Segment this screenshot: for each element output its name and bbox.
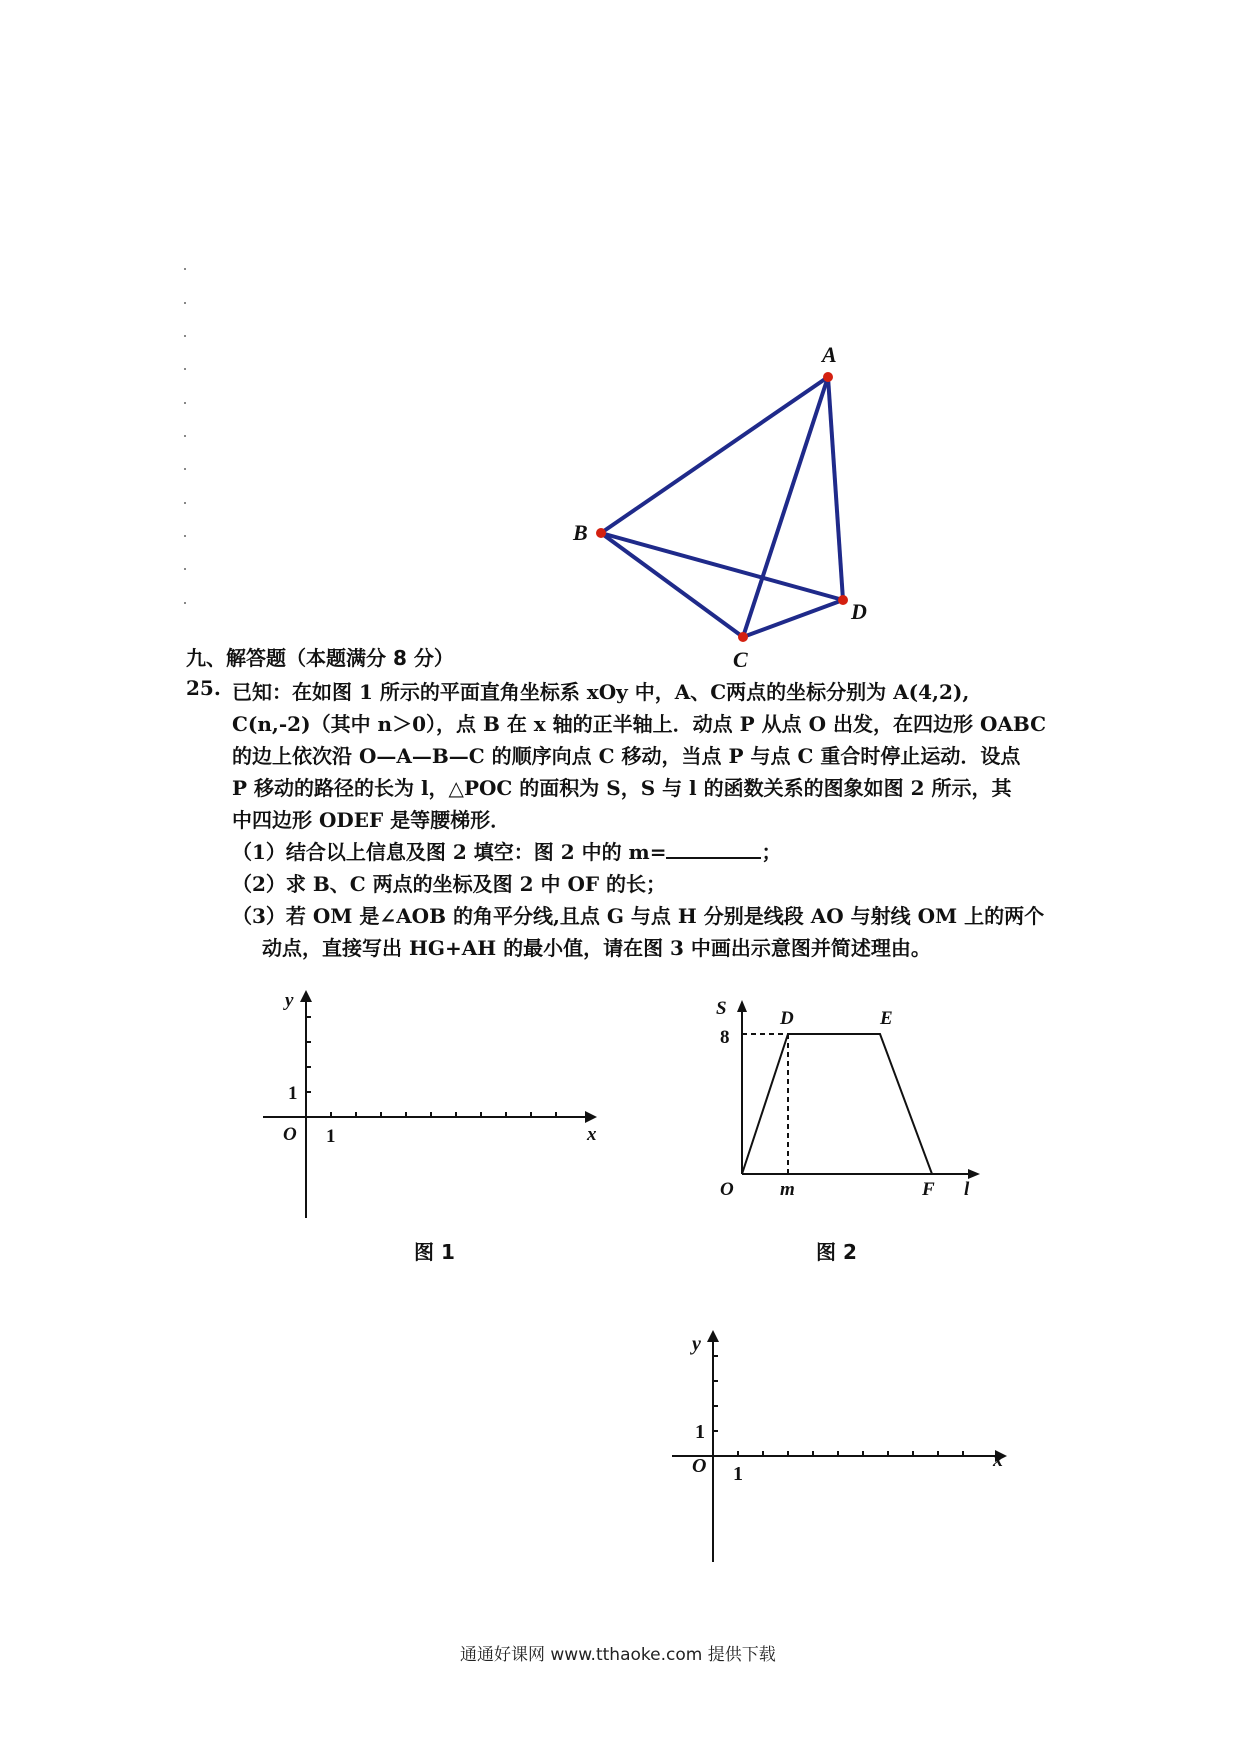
problem-number: 25. bbox=[186, 676, 221, 700]
fig2-d-label: D bbox=[780, 1008, 794, 1029]
fig2-caption: 图 2 bbox=[816, 1240, 857, 1264]
edge-AB bbox=[601, 377, 828, 533]
vertex-D bbox=[838, 595, 848, 605]
fig2-f-label: F bbox=[922, 1179, 935, 1200]
fig1-tick-1-y: 1 bbox=[288, 1083, 298, 1104]
fig2-origin-label: O bbox=[720, 1179, 734, 1200]
vertex-A bbox=[823, 372, 833, 382]
fig2-eight-label: 8 bbox=[720, 1027, 730, 1048]
fig2-e-label: E bbox=[880, 1008, 893, 1029]
question-1-prefix: （1）结合以上信息及图 2 填空：图 2 中的 m= bbox=[232, 840, 667, 864]
fig3-tick-1-y: 1 bbox=[695, 1421, 705, 1443]
answer-blank bbox=[666, 839, 761, 859]
question-2: （2）求 B、C 两点的坐标及图 2 中 OF 的长； bbox=[232, 872, 667, 896]
problem-line-5: 中四边形 ODEF 是等腰梯形． bbox=[232, 808, 511, 832]
fig2-trapezoid-ODEF bbox=[742, 1034, 932, 1174]
fig2-m-label: m bbox=[780, 1179, 795, 1200]
fig1-y-label: y bbox=[285, 990, 294, 1011]
problem-line-2: C(n,-2)（其中 n＞0），点 B 在 x 轴的正半轴上．动点 P 从点 O 出发，在四边形 OABC bbox=[232, 712, 1047, 736]
vertex-C bbox=[738, 632, 748, 642]
fig3-tick-1-x: 1 bbox=[733, 1463, 743, 1485]
fig2-l-arrow-icon bbox=[968, 1169, 980, 1179]
fig2-s-arrow-icon bbox=[737, 1000, 747, 1012]
figure-2 bbox=[700, 990, 1000, 1220]
problem-line-1: 已知：在如图 1 所示的平面直角坐标系 xOy 中，A、C两点的坐标分别为 A(4,2), bbox=[232, 680, 970, 704]
triangle-figure bbox=[560, 340, 880, 680]
edge-CD bbox=[743, 600, 843, 637]
edge-AC bbox=[743, 377, 828, 637]
fig3-y-arrow-icon bbox=[707, 1330, 719, 1342]
edge-AD bbox=[828, 377, 843, 600]
figure-3 bbox=[660, 1330, 1020, 1580]
fig2-l-label: l bbox=[964, 1179, 970, 1200]
question-1-suffix: ； bbox=[761, 840, 782, 864]
fig1-tick-1-x: 1 bbox=[326, 1126, 336, 1147]
label-C: C bbox=[733, 647, 748, 672]
edge-BC bbox=[601, 533, 743, 637]
question-3-line-1: （3）若 OM 是∠AOB 的角平分线,且点 G 与点 H 分别是线段 AO 与射线 OM 上的两个 bbox=[232, 904, 1045, 928]
fig2-s-label: S bbox=[716, 998, 727, 1019]
fig1-origin-label: O bbox=[283, 1124, 297, 1145]
fig1-caption: 图 1 bbox=[414, 1240, 455, 1264]
fig1-y-arrow-icon bbox=[300, 990, 312, 1002]
fig3-x-label: x bbox=[993, 1449, 1003, 1471]
vertex-B bbox=[596, 528, 606, 538]
problem-line-3: 的边上依次沿 O—A—B—C 的顺序向点 C 移动，当点 P 与点 C 重合时停止运动．设点 bbox=[232, 744, 1021, 768]
label-A: A bbox=[822, 342, 837, 367]
fig1-x-arrow-icon bbox=[585, 1111, 597, 1123]
fig3-y-label: y bbox=[692, 1333, 701, 1355]
question-1 bbox=[232, 836, 781, 865]
footer: 通通好课网 www.tthaoke.com 提供下载 bbox=[460, 1645, 776, 1665]
figure-1 bbox=[255, 990, 615, 1240]
problem-line-4: P 移动的路径的长为 l，△POC 的面积为 S，S 与 l 的函数关系的图象如图 2 所示，其 bbox=[232, 776, 1012, 800]
section-title: 九、解答题（本题满分 8 分） bbox=[186, 646, 454, 670]
fig1-x-label: x bbox=[587, 1124, 597, 1145]
label-B: B bbox=[573, 520, 588, 545]
edge-BD bbox=[601, 533, 843, 600]
question-3-line-2: 动点，直接写出 HG+AH 的最小值，请在图 3 中画出示意图并简述理由。 bbox=[262, 936, 931, 960]
fig3-origin-label: O bbox=[692, 1455, 707, 1477]
label-D: D bbox=[851, 599, 867, 624]
figure-edges bbox=[601, 377, 843, 637]
